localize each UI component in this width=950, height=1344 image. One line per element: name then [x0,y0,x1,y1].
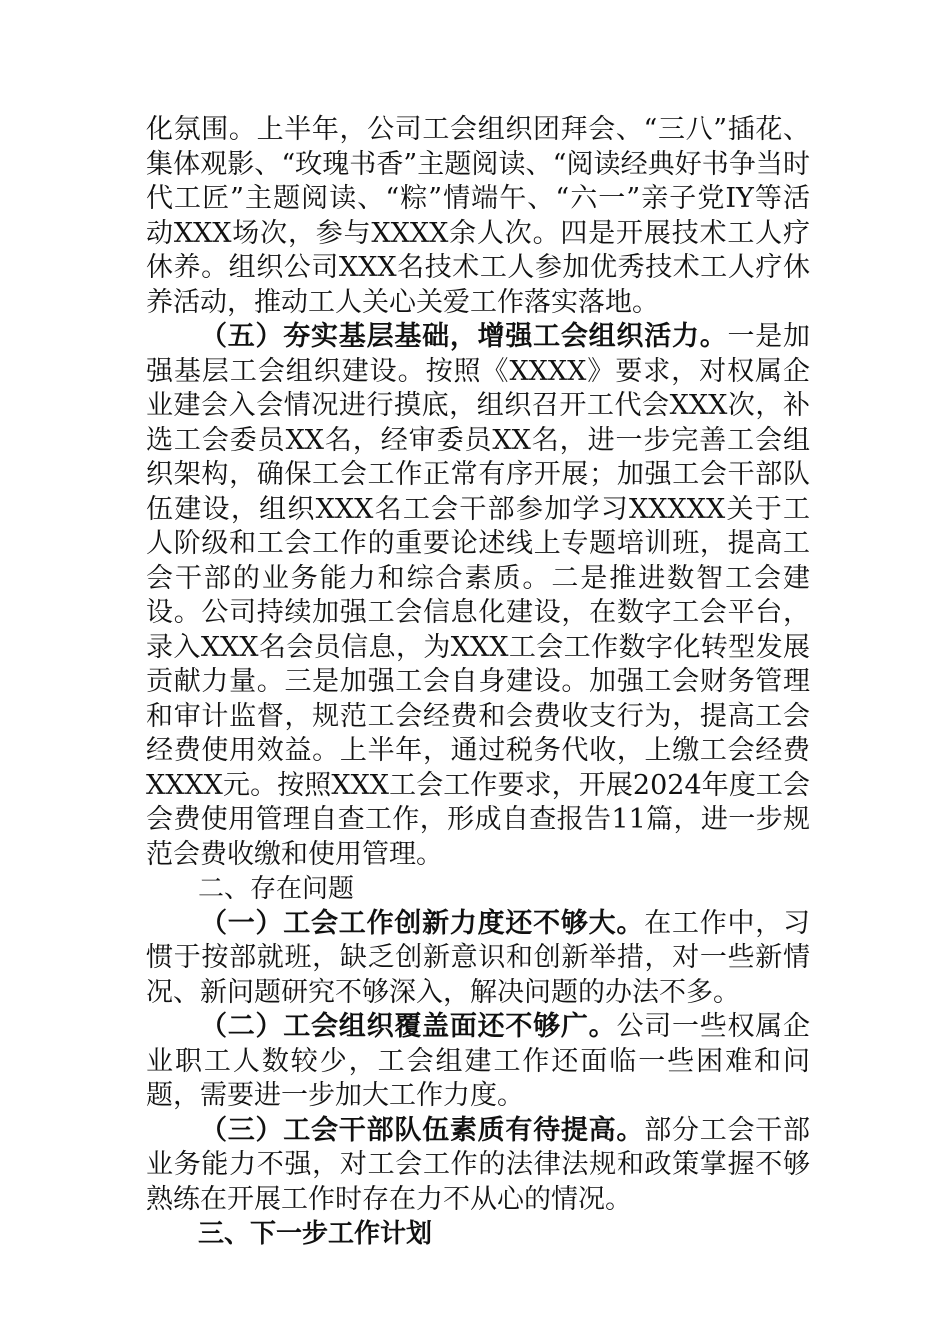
paragraph-grassroots [146,320,810,872]
section-heading-next-steps: 三、下一步工作计划 [198,1219,433,1249]
problem-paragraph-1 [146,907,810,1011]
problem-lead: （一）工会工作创新力度还不够大。 [200,907,645,939]
problem-lead: （三）工会干部队伍素质有待提高。 [200,1114,645,1146]
problem-paragraph-3 [146,1114,810,1218]
problem-paragraph-2 [146,1010,810,1114]
section-heading-problems: 二、存在问题 [198,874,355,904]
paragraph-lead: （五）夯实基层基础，增强工会组织活力。 [200,321,728,352]
document-body [146,113,810,1252]
paragraph-cultural-activities [146,113,810,320]
paragraph-text: 化氛围。上半年，公司工会组织团拜会、“三八”插花、集体观影、“玫瑰书香”主题阅读、“阅读经典好书争当时代工匠”主题阅读、“粽”情端午、“六一”亲子党IY等活动XXX场次，参与XXXX余人次。四是开展技术工人疗休养。组织公司XXX名技术工人参加优秀技术工人疗休养活动，推动工人关心关爱工作落实落地。 [146,114,810,318]
paragraph-text: 一是加强基层工会组织建设。按照《XXXX》要求，对权属企业建会入会情况进行摸底，组织召开工代会XXX次，补选工会委员XX名，经审委员XX名，进一步完善工会组织架构，确保工会工作正常有序开展；加强工会干部队伍建设，组织XXX名工会干部参加学习XXXXX关于工人阶级和工会工作的重要论述线上专题培训班，提高工会干部的业务能力和综合素质。二是推进数智工会建设。公司持续加强工会信息化建设，在数字工会平台，录入XXX名会员信息，为XXX工会工作数字化转型发展贡献力量。三是加强工会自身建设。加强工会财务管理和审计监督，规范工会经费和会费收支行为，提高工会经费使用效益。上半年，通过税务代收，上缴工会经费XXXX元。按照XXX工会工作要求，开展2024年度工会会费使用管理自查工作，形成自查报告11篇，进一步规范会费收缴和使用管理。 [146,321,811,870]
problem-text: 部分工会干部业务能力不强，对工会工作的法律法规和政策掌握不够熟练在开展工作时存在力不从心的情况。 [146,1114,811,1215]
problem-text: 在工作中，习惯于按部就班，缺乏创新意识和创新举措，对一些新情况、新问题研究不够深入，解决问题的办法不多。 [146,907,811,1008]
problem-lead: （二）工会组织覆盖面还不够广。 [200,1011,617,1042]
problem-text: 公司一些权属企业职工人数较少，工会组建工作还面临一些困难和问题，需要进一步加大工作力度。 [146,1011,811,1111]
